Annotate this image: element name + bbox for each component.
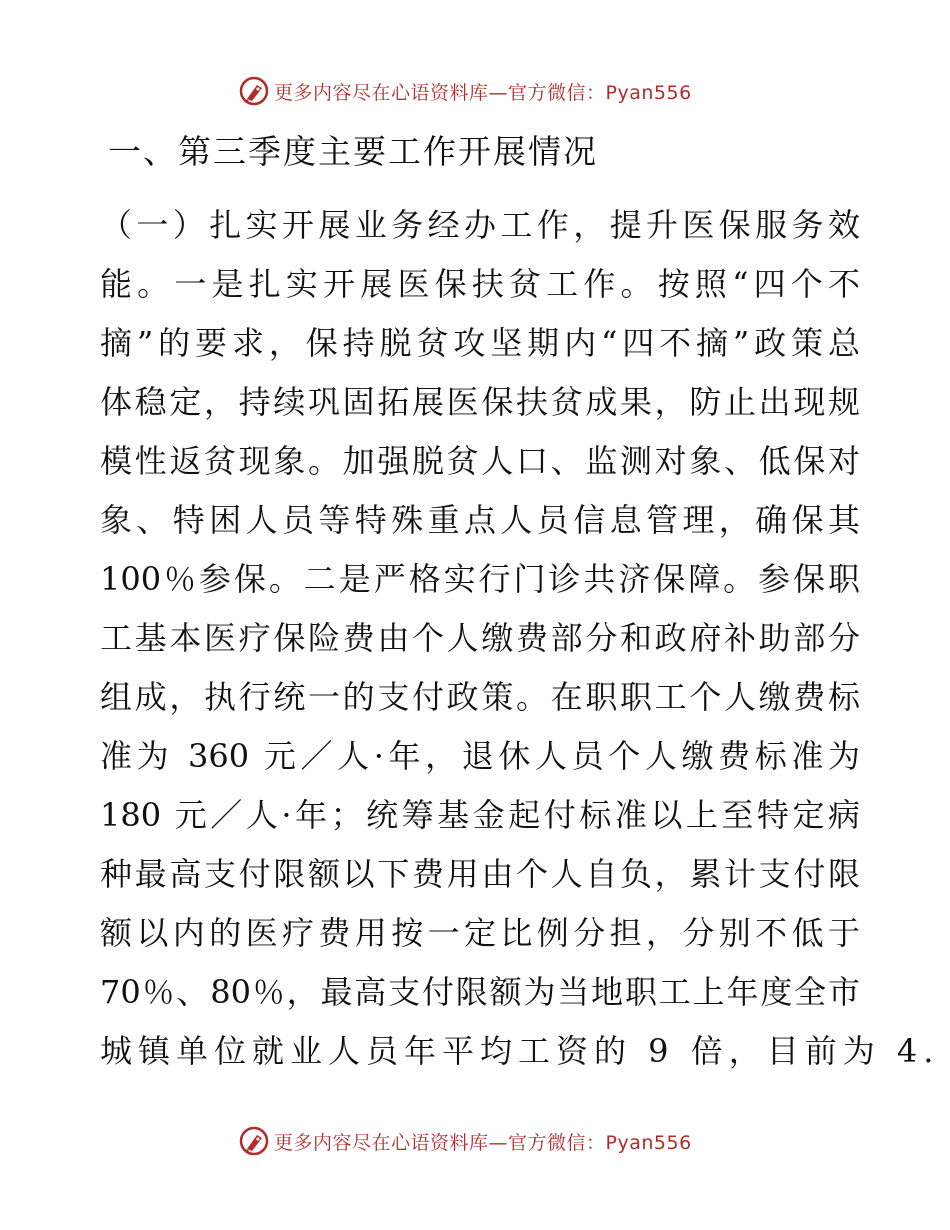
body-text-line: 准为 360 元／人·年，退休人员个人缴费标准为 — [100, 737, 860, 775]
section-heading: 一、第三季度主要工作开展情况 — [108, 132, 598, 171]
body-text-line: 模性返贫现象。加强脱贫人口、监测对象、低保对 — [100, 442, 860, 480]
body-text-line: 种最高支付限额以下费用由个人自负，累计支付限 — [100, 855, 860, 893]
body-text-line: 工基本医疗保险费由个人缴费部分和政府补助部分 — [100, 619, 860, 657]
body-text-line: （一）扎实开展业务经办工作，提升医保服务效 — [100, 206, 860, 244]
body-text-line: 摘”的要求，保持脱贫攻坚期内“四不摘”政策总 — [100, 324, 860, 362]
body-text-line: 70％、80％，最高支付限额为当地职工上年度全市 — [100, 973, 860, 1011]
watermark-footer — [238, 1124, 692, 1158]
watermark-header — [238, 74, 692, 108]
body-text-line: 能。一是扎实开展医保扶贫工作。按照“四个不 — [100, 265, 860, 303]
body-text-line: 象、特困人员等特殊重点人员信息管理，确保其 — [100, 501, 860, 539]
body-text-line: 180 元／人·年；统筹基金起付标准以上至特定病 — [100, 796, 860, 834]
watermark-text: 更多内容尽在心语资料库—官方微信：Pyan556 — [274, 1131, 692, 1154]
body-text-line: 组成，执行统一的支付政策。在职职工个人缴费标 — [100, 678, 860, 716]
pen-nib-logo-icon — [238, 1125, 270, 1157]
watermark-text: 更多内容尽在心语资料库—官方微信：Pyan556 — [274, 81, 692, 104]
body-text-line: 额以内的医疗费用按一定比例分担，分别不低于 — [100, 914, 860, 952]
body-text-line: 城镇单位就业人员年平均工资的 9 倍，目前为 4. — [100, 1032, 940, 1070]
pen-nib-logo-icon — [238, 75, 270, 107]
body-text-line: 体稳定，持续巩固拓展医保扶贫成果，防止出现规 — [100, 383, 860, 421]
body-text-line: 100％参保。二是严格实行门诊共济保障。参保职 — [100, 560, 860, 598]
